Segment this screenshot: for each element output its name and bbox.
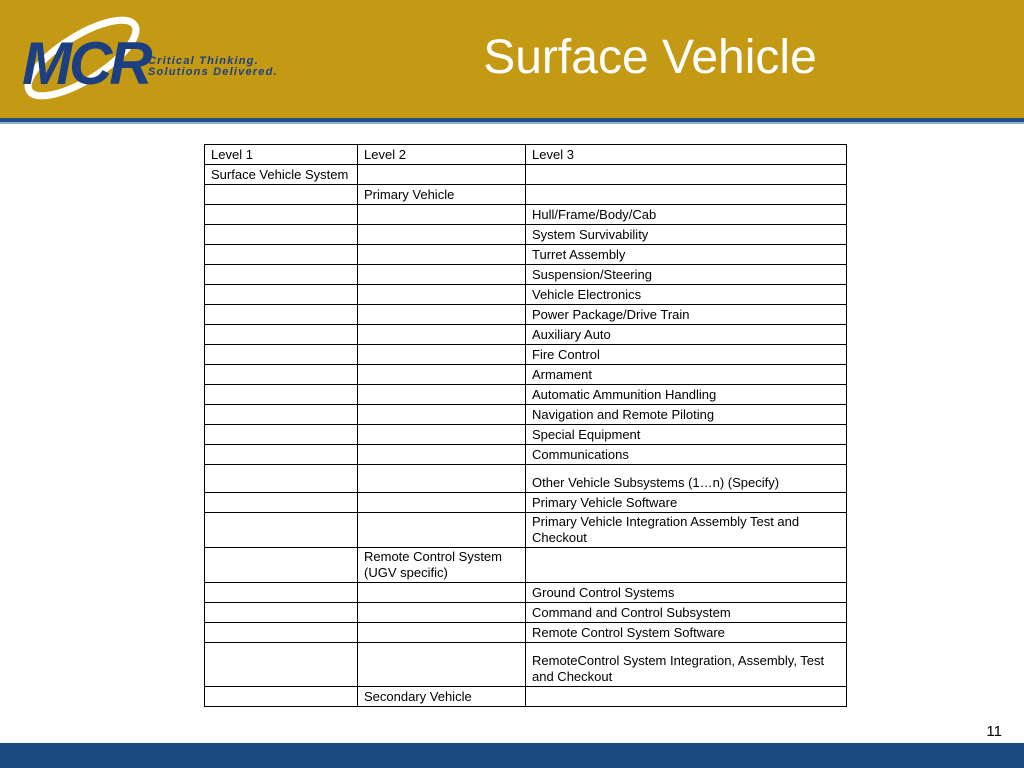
table-cell-level-2: Remote Control System (UGV specific) [358,548,526,583]
table-cell-level-1 [205,265,358,285]
table-row [205,225,847,245]
table-cell-level-2 [358,345,526,365]
table-cell-level-2 [358,365,526,385]
table-cell-level-2: Primary Vehicle [358,185,526,205]
table-cell-level-3: System Survivability [526,225,847,245]
table-row [205,425,847,445]
table-cell-level-1 [205,493,358,513]
table-cell-level-3: Vehicle Electronics [526,285,847,305]
wbs-table [204,144,847,707]
header-cell-level-1: Level 1 [205,145,358,165]
table-cell-level-2 [358,465,526,493]
table-row [205,185,847,205]
table-cell-level-1 [205,325,358,345]
table-cell-level-2 [358,603,526,623]
table-row [205,245,847,265]
table-cell-level-3: Communications [526,445,847,465]
table-cell-level-3: Turret Assembly [526,245,847,265]
logo-tagline [148,56,278,78]
tagline-line-2: Solutions Delivered. [148,66,278,78]
table-cell-level-3: Navigation and Remote Piloting [526,405,847,425]
table-cell-level-2 [358,385,526,405]
table-cell-level-3: Command and Control Subsystem [526,603,847,623]
table-cell-level-2 [358,445,526,465]
slide-title: Surface Vehicle [483,31,817,84]
table-cell-level-3: Primary Vehicle Software [526,493,847,513]
table-row [205,445,847,465]
table-row [205,493,847,513]
table-row [205,265,847,285]
table-cell-level-2 [358,513,526,548]
table-cell-level-1 [205,245,358,265]
table-cell-level-2 [358,205,526,225]
table-cell-level-1 [205,513,358,548]
table-cell-level-2 [358,165,526,185]
table-cell-level-3: Hull/Frame/Body/Cab [526,205,847,225]
table-cell-level-2 [358,245,526,265]
table-cell-level-3: Suspension/Steering [526,265,847,285]
table-cell-level-1 [205,405,358,425]
table-cell-level-1 [205,225,358,245]
table-cell-level-3: Primary Vehicle Integration Assembly Test and Checkout [526,513,847,548]
table-cell-level-1 [205,385,358,405]
table-cell-level-3: Fire Control [526,345,847,365]
table-row [205,165,847,185]
table-row [205,405,847,425]
table-cell-level-1 [205,643,358,687]
table-cell-level-1 [205,285,358,305]
table-cell-level-3: Auxiliary Auto [526,325,847,345]
table-header-row [205,145,847,165]
table-row [205,205,847,225]
table-row [205,345,847,365]
table-cell-level-2 [358,405,526,425]
header-cell-level-3: Level 3 [526,145,847,165]
table-row [205,548,847,583]
table-cell-level-2 [358,225,526,245]
table-cell-level-2 [358,643,526,687]
table-cell-level-3: Automatic Ammunition Handling [526,385,847,405]
table-cell-level-2: Secondary Vehicle [358,687,526,707]
table-cell-level-1 [205,305,358,325]
table-row [205,687,847,707]
table-cell-level-2 [358,325,526,345]
table-cell-level-3: RemoteControl System Integration, Assembly, Test and Checkout [526,643,847,687]
table-cell-level-1 [205,365,358,385]
table-cell-level-1 [205,548,358,583]
table-cell-level-3: Power Package/Drive Train [526,305,847,325]
header-rule-light [0,122,1024,124]
table-cell-level-1 [205,445,358,465]
table-cell-level-1 [205,623,358,643]
table-row [205,583,847,603]
page-number: 11 [986,723,1002,740]
table-row [205,623,847,643]
table-cell-level-1 [205,425,358,445]
table-cell-level-3 [526,165,847,185]
table-cell-level-2 [358,265,526,285]
table-cell-level-2 [358,285,526,305]
table-cell-level-3 [526,687,847,707]
tagline-line-1: Critical Thinking. [148,55,259,67]
table-row [205,643,847,687]
table-row [205,325,847,345]
table-cell-level-1: Surface Vehicle System [205,165,358,185]
slide-footer [0,743,1024,768]
table-cell-level-2 [358,305,526,325]
table-cell-level-1 [205,205,358,225]
table-cell-level-1 [205,185,358,205]
table-cell-level-1 [205,583,358,603]
logo-text: MCR [22,30,150,97]
table-cell-level-3: Other Vehicle Subsystems (1…n) (Specify) [526,465,847,493]
table-cell-level-3 [526,185,847,205]
table-row [205,385,847,405]
table-cell-level-3 [526,548,847,583]
table-row [205,465,847,493]
table-cell-level-3: Remote Control System Software [526,623,847,643]
table-cell-level-1 [205,687,358,707]
table-cell-level-1 [205,465,358,493]
table-cell-level-3: Special Equipment [526,425,847,445]
table-row [205,365,847,385]
table-cell-level-2 [358,493,526,513]
table-cell-level-2 [358,425,526,445]
table-row [205,513,847,548]
table-row [205,603,847,623]
table-cell-level-1 [205,345,358,365]
table-cell-level-2 [358,623,526,643]
table-cell-level-3: Armament [526,365,847,385]
table-cell-level-2 [358,583,526,603]
table-row [205,285,847,305]
table-cell-level-1 [205,603,358,623]
table-row [205,305,847,325]
header-cell-level-2: Level 2 [358,145,526,165]
table-cell-level-3: Ground Control Systems [526,583,847,603]
